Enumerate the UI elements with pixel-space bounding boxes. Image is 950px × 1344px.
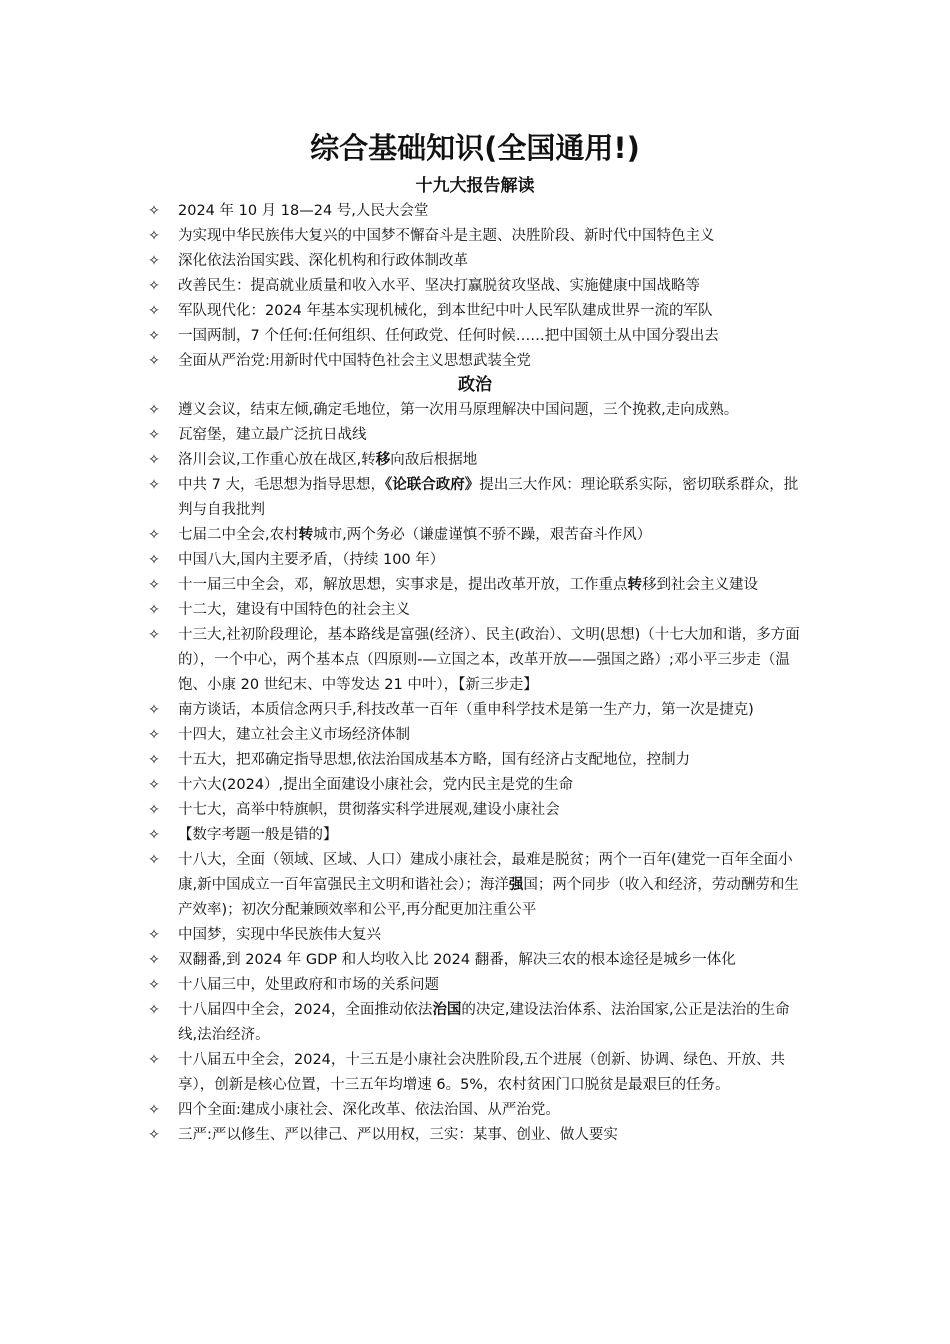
item-text: 中共 7 大，毛思想为指导思想， [178,477,385,493]
item-text: 十八届三中，处里政府和市场的关系问题 [178,977,439,993]
item-text: 南方谈话，本质信念两只手,科技改革一百年（重申科学技术是第一生产力，第一次是捷克) [178,702,754,718]
item-text: 移到社会主义建设 [642,577,758,593]
list-item [0,199,808,224]
diamond-bullet-icon: ✧ [148,477,160,493]
item-text: 十二大，建设有中国特色的社会主义 [178,602,410,618]
item-text: 十三大,社初阶段理论，基本路线是富强(经济）、民主(政治）、文明(思想)（十七大加和谐，多方面的），一个中心，两个基本点（四原则-—立国之本，改革开放——强国之路）;邓小平三步走（温饱、小康 20 世纪末、中等发达 21 中叶），【新三步走】 [178,627,800,693]
item-bold-text: 强 [508,877,524,893]
diamond-bullet-icon: ✧ [148,627,160,643]
list-item [0,548,808,573]
list-item [0,848,808,923]
item-text: 四个全面:建成小康社会、深化改革、依法治国、从严治党。 [178,1102,560,1118]
item-text: 中国八大,国内主要矛盾，（持续 100 年） [178,552,445,568]
item-text: 洛川会议,工作重心放在战区,转 [178,452,376,468]
diamond-bullet-icon: ✧ [148,552,160,568]
list-item [0,1048,808,1098]
list-item [0,299,808,324]
diamond-bullet-icon: ✧ [148,1102,160,1118]
item-bold-text: 移 [375,452,391,468]
document-title: 综合基础知识(全国通用!) [310,131,640,165]
diamond-bullet-icon: ✧ [148,328,160,344]
item-text: 全面从严治党:用新时代中国特色社会主义思想武装全党 [178,353,531,369]
list-item [0,923,808,948]
item-text: 十六大(2024）,提出全面建设小康社会，党内民主是党的生命 [178,777,574,793]
item-bold-text: 转 [298,527,314,543]
diamond-bullet-icon: ✧ [148,577,160,593]
list-item [0,998,808,1048]
list-item [0,448,808,473]
diamond-bullet-icon: ✧ [148,927,160,943]
item-text: 瓦窑堡，建立最广泛抗日战线 [178,427,367,443]
diamond-bullet-icon: ✧ [148,452,160,468]
diamond-bullet-icon: ✧ [148,852,160,868]
list-item [0,573,808,598]
list-item [0,423,808,448]
diamond-bullet-icon: ✧ [148,702,160,718]
item-bold-text: 转 [627,577,642,593]
diamond-bullet-icon: ✧ [148,752,160,768]
diamond-bullet-icon: ✧ [148,1002,160,1018]
diamond-bullet-icon: ✧ [148,827,160,843]
item-bold-text: 治国 [432,1002,462,1018]
item-text: 遵义会议，结束左倾,确定毛地位，第一次用马原理解决中国问题，三个挽救,走向成熟。 [178,402,739,418]
list-item [0,948,808,973]
list-item [0,1123,808,1148]
diamond-bullet-icon: ✧ [148,952,160,968]
diamond-bullet-icon: ✧ [148,602,160,618]
list-item [0,1098,808,1123]
item-text: 十一届三中全会，邓，解放思想，实事求是，提出改革开放，工作重点 [178,577,628,593]
diamond-bullet-icon: ✧ [148,427,160,443]
list-item [0,623,808,698]
section-heading-report: 十九大报告解读 [415,176,535,196]
item-text: 三严:严以修生、严以律己、严以用权，三实：某事、创业、做人要实 [178,1127,618,1143]
item-text: 城市,两个务必（谦虚谨慎不骄不躁，艰苦奋斗作风） [313,527,652,543]
list-item [0,274,808,299]
list-item [0,698,808,723]
list-item [0,973,808,998]
list-item [0,773,808,798]
list-item [0,598,808,623]
list-item [0,748,808,773]
diamond-bullet-icon: ✧ [148,527,160,543]
item-text: 十八届四中全会，2024，全面推动依法 [178,1002,433,1018]
item-text: 改善民生：提高就业质量和收入水平、坚决打赢脱贫攻坚战、实施健康中国战略等 [178,278,700,294]
list-item [0,823,808,848]
list-item [0,224,808,249]
item-text: 七届二中全会,农村 [178,527,299,543]
diamond-bullet-icon: ✧ [148,1052,160,1068]
diamond-bullet-icon: ✧ [148,253,160,269]
item-text: 国；两个同步（收入和经济，劳动酬劳和生产效率)；初次分配兼顾效率和公平,再分配更加注重公平 [178,877,799,918]
diamond-bullet-icon: ✧ [148,203,160,219]
diamond-bullet-icon: ✧ [148,777,160,793]
list-item [0,723,808,748]
diamond-bullet-icon: ✧ [148,977,160,993]
list-item [0,249,808,274]
list-item [0,349,808,374]
section-list-politics [0,398,950,1148]
item-text: 双翻番,到 2024 年 GDP 和人均收入比 2024 翻番，解决三农的根本途径是城乡一体化 [178,952,736,968]
item-text: 向敌后根据地 [390,452,478,468]
item-text: 的决定,建设法治体系、法治国家,公正是法治的生命线,法治经济。 [178,1002,790,1043]
diamond-bullet-icon: ✧ [148,402,160,418]
item-text: 深化依法治国实践、深化机构和行政体制改革 [178,253,468,269]
diamond-bullet-icon: ✧ [148,727,160,743]
item-text: 十七大，高举中特旗帜，贯彻落实科学进展观,建设小康社会 [178,802,560,818]
diamond-bullet-icon: ✧ [148,303,160,319]
item-text: 十八大，全面（领域、区域、人口）建成小康社会，最难是脱贫；两个一百年(建党一百年全面小康,新中国成立一百年富强民主文明和谐社会）；海洋 [178,852,793,893]
item-text: 中国梦，实现中华民族伟大复兴 [178,927,381,943]
diamond-bullet-icon: ✧ [148,278,160,294]
item-text: 十四大，建立社会主义市场经济体制 [178,727,410,743]
item-text: 为实现中华民族伟大复兴的中国梦不懈奋斗是主题、决胜阶段、新时代中国特色主义 [178,228,715,244]
list-item [0,324,808,349]
section-list-report [0,199,950,374]
item-text: 一国两制，7 个任何:任何组织、任何政党、任何时候……把中国领土从中国分裂出去 [178,328,719,344]
diamond-bullet-icon: ✧ [148,802,160,818]
list-item [0,398,808,423]
list-item [0,473,808,523]
list-item [0,798,808,823]
diamond-bullet-icon: ✧ [148,228,160,244]
item-text: 【数字考题一般是错的】 [178,827,338,843]
item-text: 十五大，把邓确定指导思想,依法治国成基本方略，国有经济占支配地位，控制力 [178,752,691,768]
item-text: 2024 年 10 月 18—24 号,人民大会堂 [178,203,429,219]
section-heading-politics: 政治 [458,375,492,395]
item-text: 十八届五中全会，2024，十三五是小康社会决胜阶段,五个进展（创新、协调、绿色、开放、共享），创新是核心位置，十三五年均增速 6。5%，农村贫困门口脱贫是最艰巨的任务。 [178,1052,786,1093]
diamond-bullet-icon: ✧ [148,353,160,369]
item-text: 提出三大作风：理论联系实际，密切联系群众，批判与自我批判 [178,477,799,518]
item-bold-text: 《论联合政府》 [384,477,480,493]
diamond-bullet-icon: ✧ [148,1127,160,1143]
item-text: 军队现代化：2024 年基本实现机械化，到本世纪中叶人民军队建成世界一流的军队 [178,303,713,319]
list-item [0,523,808,548]
